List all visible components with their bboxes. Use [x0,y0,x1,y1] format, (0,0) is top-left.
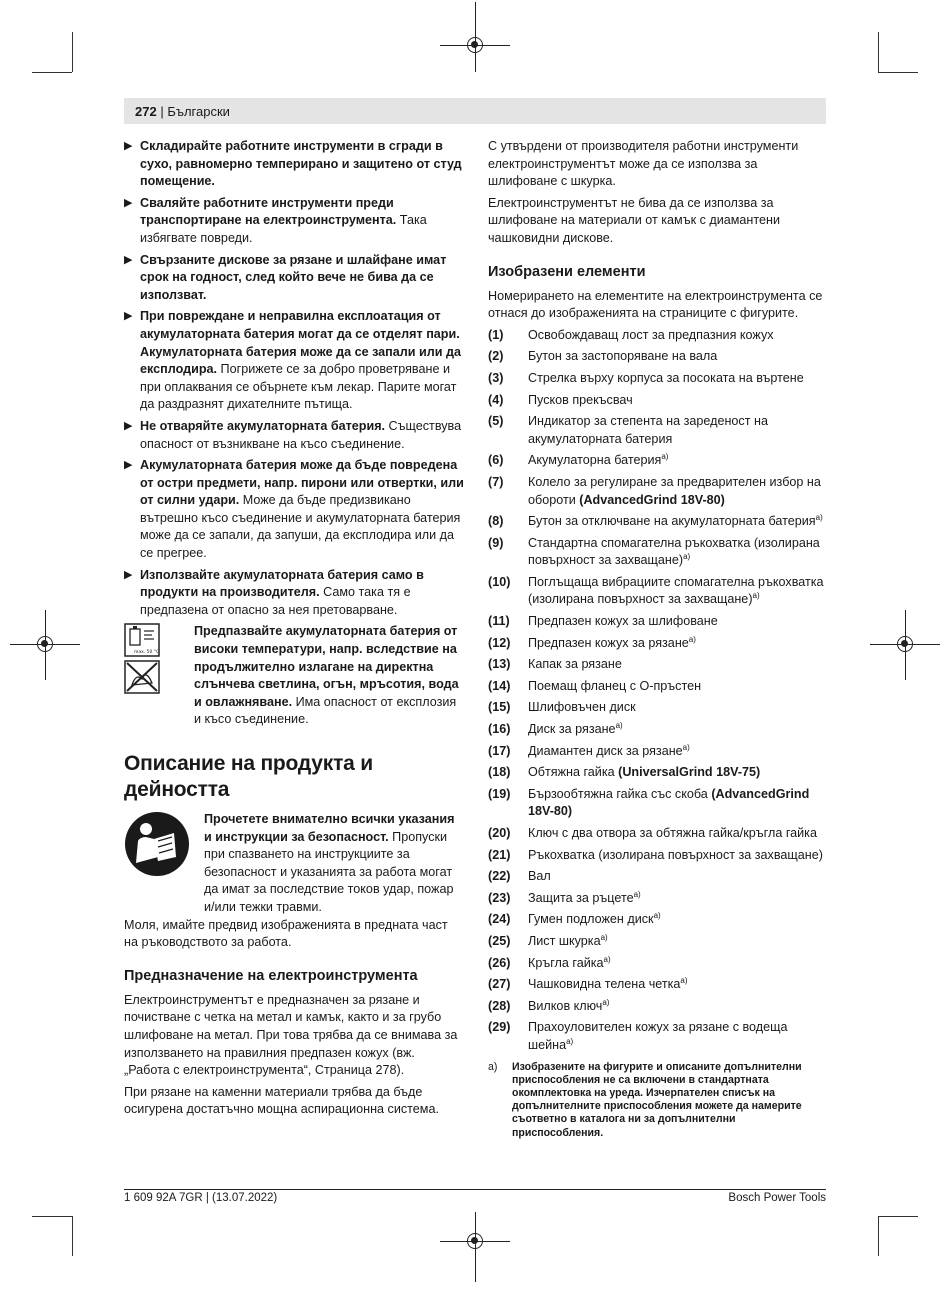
list-item [488,976,828,994]
read-instructions-block [124,811,464,917]
right-column [488,138,828,1140]
item-label: Ключ с два отвора за обтяжна гайка/кръгла гайка [528,826,817,840]
item-footnote-ref: a) [653,911,661,921]
list-item [488,348,828,366]
item-number: (11) [488,614,510,629]
item-text [528,786,828,821]
item-text [528,764,828,782]
item-text [528,392,828,410]
heat-warning-block [124,623,464,729]
item-text [528,825,828,843]
crop-mark [878,32,879,72]
list-item [488,699,828,717]
list-item [488,786,828,821]
list-item [488,613,828,631]
elements-title: Изобразени елементи [488,263,646,280]
list-item [488,392,828,410]
footnote [488,1061,828,1140]
item-number: (4) [488,392,504,407]
item-number: (13) [488,657,511,672]
safety-bullet [124,418,464,453]
item-label: Акумулаторна батерия [528,453,662,468]
safety-bullet [124,457,464,563]
list-item [488,574,828,609]
list-item [488,656,828,674]
battery-temperature-icon [124,623,160,695]
bullet-text: Може да бъде предизвикано вътрешно късо съединение и акумулаторната батерия може да се запали, да запуши, да експлодира или да се прегрее. [140,493,461,561]
crop-mark [878,1216,918,1217]
bullet-bold-text: Свързаните дискове за рязане и шлайфане имат срок на годност, след който вече не бива да се използват. [140,252,447,302]
item-number: (12) [488,635,511,650]
item-text [528,678,828,696]
item-number: (18) [488,765,511,780]
page-number: 272 [135,104,157,119]
item-label: Индикатор за степента на зареденост на акумулаторната батерия [528,414,768,446]
registration-target-icon [37,636,53,652]
header-language: Български [167,104,230,119]
paragraph: Електроинструментът не бива да се използва за шлифоване на материали от камък с диамантени чашковидни дискове. [488,195,781,245]
read-instructions-text [204,811,464,917]
bullet-bold-text: Сваляйте работните инструменти преди транспортиране на електроинструмента. [140,195,397,228]
item-model: (UniversalGrind 18V-75) [618,765,761,780]
item-text [528,890,828,908]
item-footnote-ref: a) [752,591,760,601]
bullet-arrow-icon: ▶ [124,459,133,472]
item-number: (23) [488,890,511,905]
list-item [488,847,828,865]
item-text [528,574,828,609]
bullet-arrow-icon: ▶ [124,140,133,152]
registration-target-icon [897,636,913,652]
purpose-title: Предназначение на електроинструмента [124,967,418,984]
bullet-bold-text: Не отваряйте акумулаторната батерия. [140,418,386,433]
footer-rule [124,1189,826,1190]
elements-list [488,327,828,1055]
item-text [528,699,828,717]
item-number: (8) [488,514,504,529]
list-item [488,474,828,509]
item-label: Обтяжна гайка [528,765,619,780]
item-label: Бутон за застопоряване на вала [528,349,718,364]
bullet-bold-text: При повреждане и неправилна експлоатация от акумулаторната батерия могат да се отделят пари. Акумулаторната батерия може да се запали или да експлодира. [140,309,462,377]
item-text [528,474,828,509]
item-number: (10) [488,574,511,589]
item-number: (20) [488,826,511,840]
item-number: (5) [488,414,504,429]
bullet-arrow-icon: ▶ [124,196,133,209]
list-item [488,635,828,653]
safety-bullet [124,138,464,191]
section-title: Описание на продукта и дейността [124,752,373,801]
left-column [124,138,464,1123]
bullet-text: Така избягвате повреди. [140,213,427,245]
item-footnote-ref: a) [680,975,688,985]
read-manual-icon [124,811,204,917]
item-label: Освобождаващ лост за предпазния кожух [528,327,774,342]
list-item [488,868,828,886]
purpose-paragraph: При рязане на каменни материали трябва да бъде осигурена достатъчно мощна аспирационна система. [124,1084,439,1117]
item-number: (14) [488,678,511,693]
item-footnote-ref: a) [683,552,691,562]
crop-mark [32,72,72,73]
item-footnote-ref: a) [815,512,823,522]
item-label: Чашковидна телена четка [528,977,681,992]
item-footnote-ref: a) [600,932,608,942]
item-number: (25) [488,933,511,948]
item-text [528,847,828,865]
item-model: (AdvancedGrind 18V-80) [528,786,810,819]
item-label: Диамантен диск за рязане [528,743,683,758]
item-label: Предпазен кожух за шлифоване [528,614,718,629]
item-footnote-ref: a) [682,742,690,752]
purpose-paragraph: Електроинструментът е предназначен за рязане и почистване с четка на метал и камък, както и за грубо шлифоване на метал. При това трябва да се внимава за използването на правилния предпазен кожух (вж. „Работа с електроинструмента“, Страница 278). [124,992,458,1078]
item-text [528,348,828,366]
item-number: (7) [488,474,504,489]
item-label: Бутон за отключване на акумулаторната батерия [528,514,816,529]
item-text [528,998,828,1016]
item-number: (9) [488,535,504,550]
item-text [528,743,828,761]
item-number: (21) [488,847,511,862]
item-footnote-ref: a) [566,1036,574,1046]
item-text [528,976,828,994]
item-label: Стрелка върху корпуса за посоката на въртене [528,370,804,385]
heat-warning-text [194,623,464,729]
item-text [528,635,828,653]
crop-mark [32,1216,72,1217]
heat-warning-bold: Предпазвайте акумулаторната батерия от високи температури, напр. вследствие на продължително излагане на директна слънчева светлина, огън, мръсотия, вода и овлажняване. [194,624,459,709]
list-item [488,1019,828,1054]
bullet-arrow-icon: ▶ [124,310,133,323]
elements-intro: Номерирането на елементите на електроинструмента се отнася до изображенията на страниците с фигурите. [488,288,823,321]
item-text [528,513,828,531]
figures-note: Моля, имайте предвид изображенията в предната част на ръководството за работа. [124,917,448,950]
registration-target-icon [467,37,483,53]
read-bold: Прочетете внимателно всички указания и инструкции за безопасност. [204,812,455,844]
item-number: (27) [488,977,511,992]
heat-warning-normal: Има опасност от експлозия и късо съединение. [194,694,457,727]
safety-bullet [124,308,464,414]
item-text [528,452,828,470]
item-label: Ръкохватка (изолирана повърхност за захващане) [528,847,823,862]
item-label: Гумен подложен диск [528,912,654,927]
crop-mark [72,32,73,72]
item-label: Поемащ фланец с O-пръстен [528,678,702,693]
item-footnote-ref: a) [603,954,611,964]
paragraph: С утвърдени от производителя работни инструменти електроинструментът може да се използва за шлифоване с шкурка. [488,139,799,189]
item-label: Вал [528,869,551,884]
item-label: Предпазен кожух за рязане [528,635,689,650]
item-text [528,535,828,570]
item-footnote-ref: a) [615,720,623,730]
list-item [488,825,828,843]
list-item [488,890,828,908]
item-text [528,613,828,631]
bullet-text: Погрижете се за добро проветряване и при оплаквания се обърнете към лекар. Парите могат да раздразнят дихателните пътища. [140,362,457,412]
item-label: Стандартна спомагателна ръкохватка (изолирана повърхност за захващане) [528,535,820,568]
item-number: (19) [488,786,511,801]
list-item [488,535,828,570]
item-text [528,721,828,739]
item-label: Пусков прекъсвач [528,392,633,407]
item-text [528,911,828,929]
bullet-bold-text: Акумулаторната батерия може да бъде повредена от остри предмети, напр. пирони или отвертки, или от силни удари. [140,458,464,508]
item-number: (15) [488,700,511,715]
footer-doc-number: 1 609 92A 7GR | (13.07.2022) [124,1192,278,1204]
item-label: Кръгла гайка [528,955,604,970]
bullet-text: Само така тя е предпазена от опасно за нея претоварване. [140,585,411,617]
item-number: (22) [488,869,511,884]
bullet-text: Съществува опасност от възникване на късо съединение. [140,418,462,451]
crop-mark [878,72,918,73]
item-text [528,955,828,973]
item-footnote-ref: a) [688,634,696,644]
list-item [488,933,828,951]
safety-bullet [124,567,464,620]
bullet-bold-text: Използвайте акумулаторната батерия само в продукти на производителя. [140,567,424,600]
crop-mark [878,1216,879,1256]
registration-target-icon [467,1233,483,1249]
list-item [488,370,828,388]
safety-bullet [124,252,464,305]
footer-brand: Bosch Power Tools [728,1192,826,1204]
item-text [528,327,828,345]
item-label: Прахоуловителен кожух за рязане с водеща шейна [528,1020,788,1052]
page-header: 272 | Български [135,104,230,119]
list-item [488,911,828,929]
item-text [528,656,828,674]
bullet-bold-text: Складирайте работните инструменти в сгради в сухо, равномерно темперирано и защитено от студ помещение. [140,139,462,189]
item-model: (AdvancedGrind 18V-80) [579,492,725,507]
item-text [528,933,828,951]
item-number: (24) [488,912,511,927]
item-number: (6) [488,453,504,468]
list-item [488,743,828,761]
list-item [488,413,828,448]
list-item [488,513,828,531]
bullet-arrow-icon: ▶ [124,419,133,432]
item-label: Лист шкурка [528,933,601,948]
item-footnote-ref: a) [602,997,610,1007]
item-number: (3) [488,370,504,385]
item-label: Капак за рязане [528,657,622,672]
bullet-arrow-icon: ▶ [124,568,133,581]
item-number: (16) [488,722,511,737]
item-number: (17) [488,743,511,758]
item-number: (29) [488,1020,511,1035]
item-text [528,413,828,448]
item-number: (1) [488,327,504,342]
item-label: Колело за регулиране за предварителен избор на обороти [528,474,821,507]
item-label: Шлифовъчен диск [528,700,636,715]
item-label: Вилков ключ [528,998,603,1013]
list-item [488,764,828,782]
crop-mark [72,1216,73,1256]
list-item [488,452,828,470]
warning-icons [124,623,194,729]
item-number: (28) [488,998,511,1013]
item-text [528,370,828,388]
item-text [528,1019,828,1054]
item-label: Защита за ръцете [528,890,634,905]
bullet-arrow-icon: ▶ [124,253,133,266]
max-temperature-label: max. 50 °C [134,650,160,656]
list-item [488,955,828,973]
safety-bullet [124,195,464,248]
list-item [488,721,828,739]
item-text [528,868,828,886]
item-footnote-ref: a) [633,889,641,899]
footnote-mark: a) [488,1060,498,1073]
item-label: Диск за рязане [528,722,616,737]
list-item [488,998,828,1016]
item-footnote-ref: a) [661,452,669,462]
list-item [488,678,828,696]
item-number: (26) [488,955,511,970]
read-normal: Пропуски при спазването на инструкциите за безопасност и указанията за работа могат да имат за последствие токов удар, пожар и/или тежки травми. [204,829,454,914]
item-label: Поглъщаща вибрациите спомагателна ръкохватка (изолирана повърхност за захващане) [528,574,824,607]
list-item [488,327,828,345]
item-number: (2) [488,349,504,364]
footnote-text: Изобразените на фигурите и описаните допълнителни приспособления не са включени в стандартната окомплектовка на уреда. Изчерпателен списък на допълнителните приспособления можете да намерите съответно в каталога ни за допълнителни приспособления. [512,1060,802,1139]
item-label: Бързообтяжна гайка със скоба [528,786,712,801]
